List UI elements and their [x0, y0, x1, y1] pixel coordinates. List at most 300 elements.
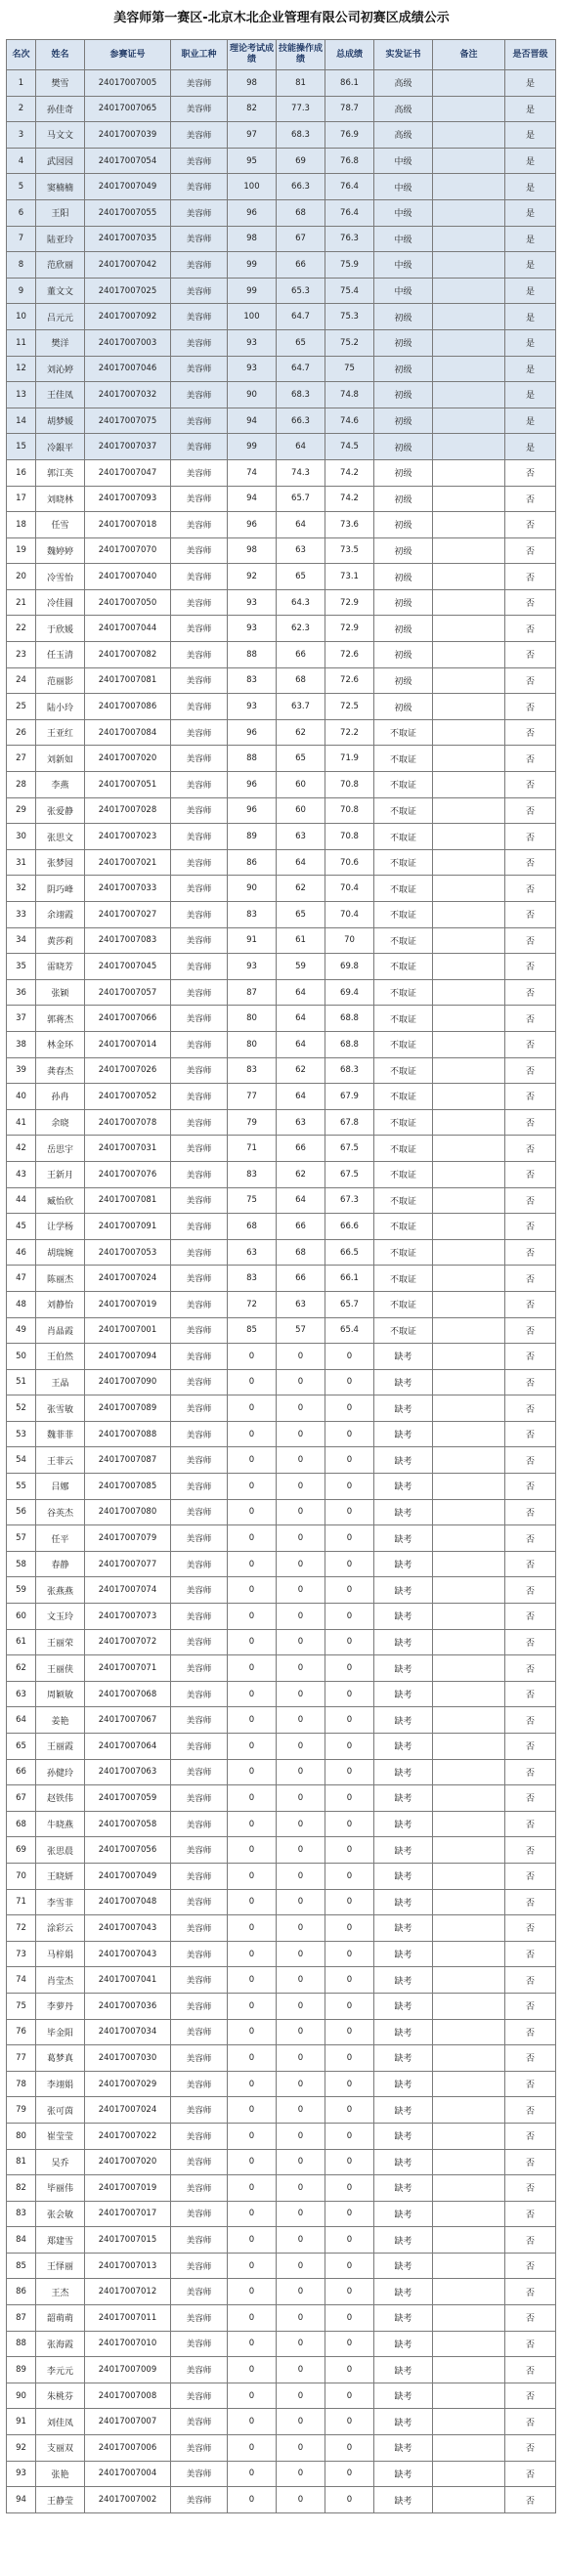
cell-rank: 8 — [7, 252, 36, 279]
cell-promoted: 否 — [505, 2201, 556, 2227]
cell-certificate: 缺考 — [374, 1421, 433, 1447]
cell-remark — [433, 2357, 505, 2383]
cell-promoted: 是 — [505, 408, 556, 434]
cell-remark — [433, 1006, 505, 1032]
cell-certificate: 不取证 — [374, 1109, 433, 1136]
cell-skill: 62 — [277, 1057, 325, 1084]
cell-skill: 66.3 — [277, 408, 325, 434]
cell-occupation: 美容师 — [171, 589, 228, 616]
cell-remark — [433, 1811, 505, 1837]
cell-skill: 66 — [277, 1136, 325, 1162]
cell-promoted: 否 — [505, 1889, 556, 1915]
cell-certificate: 缺考 — [374, 1759, 433, 1785]
table-row — [7, 1655, 556, 1682]
cell-certificate: 不取证 — [374, 979, 433, 1006]
cell-rank: 40 — [7, 1084, 36, 1110]
cell-occupation: 美容师 — [171, 1109, 228, 1136]
cell-occupation: 美容师 — [171, 1734, 228, 1760]
cell-promoted: 否 — [505, 1317, 556, 1344]
cell-theory: 0 — [228, 2435, 277, 2462]
col-header-id: 参赛证号 — [85, 40, 171, 70]
cell-id: 24017007079 — [85, 1525, 171, 1552]
cell-skill: 0 — [277, 2175, 325, 2202]
cell-occupation: 美容师 — [171, 1629, 228, 1655]
cell-id: 24017007083 — [85, 927, 171, 954]
cell-total: 75.4 — [325, 278, 374, 304]
cell-occupation: 美容师 — [171, 2279, 228, 2305]
cell-skill: 0 — [277, 1941, 325, 1967]
cell-name: 王晓妍 — [36, 1863, 85, 1889]
cell-skill: 64.7 — [277, 356, 325, 382]
cell-id: 24017007037 — [85, 434, 171, 460]
cell-id: 24017007045 — [85, 954, 171, 980]
cell-occupation: 美容师 — [171, 1707, 228, 1734]
cell-remark — [433, 2253, 505, 2279]
cell-theory: 93 — [228, 616, 277, 642]
table-row — [7, 1031, 556, 1057]
cell-total: 75.9 — [325, 252, 374, 279]
cell-theory: 96 — [228, 772, 277, 798]
cell-name: 周颖敏 — [36, 1681, 85, 1707]
cell-occupation: 美容师 — [171, 1447, 228, 1474]
cell-rank: 5 — [7, 174, 36, 200]
cell-total: 0 — [325, 2357, 374, 2383]
cell-occupation: 美容师 — [171, 2175, 228, 2202]
cell-remark — [433, 719, 505, 746]
cell-certificate: 缺考 — [374, 1604, 433, 1630]
cell-theory: 0 — [228, 1629, 277, 1655]
cell-name: 王新月 — [36, 1161, 85, 1187]
cell-id: 24017007081 — [85, 1187, 171, 1214]
table-row — [7, 1421, 556, 1447]
cell-id: 24017007064 — [85, 1734, 171, 1760]
cell-remark — [433, 1889, 505, 1915]
cell-rank: 3 — [7, 122, 36, 149]
cell-id: 24017007011 — [85, 2305, 171, 2332]
table-row — [7, 1629, 556, 1655]
cell-remark — [433, 1551, 505, 1577]
col-header-name: 姓名 — [36, 40, 85, 70]
cell-remark — [433, 1525, 505, 1552]
cell-total: 74.2 — [325, 459, 374, 486]
cell-promoted: 否 — [505, 1136, 556, 1162]
cell-certificate: 缺考 — [374, 1967, 433, 1994]
cell-remark — [433, 2201, 505, 2227]
cell-theory: 96 — [228, 512, 277, 538]
cell-name: 王佳凤 — [36, 382, 85, 408]
cell-remark — [433, 746, 505, 772]
cell-certificate: 中级 — [374, 174, 433, 200]
cell-name: 范丽影 — [36, 667, 85, 694]
table-row — [7, 174, 556, 200]
cell-remark — [433, 329, 505, 356]
cell-promoted: 否 — [505, 1395, 556, 1422]
cell-name: 吕元元 — [36, 304, 85, 330]
cell-total: 0 — [325, 1629, 374, 1655]
cell-id: 24017007053 — [85, 1239, 171, 1266]
cell-occupation: 美容师 — [171, 278, 228, 304]
cell-promoted: 否 — [505, 797, 556, 824]
cell-certificate: 缺考 — [374, 2331, 433, 2357]
cell-certificate: 不取证 — [374, 797, 433, 824]
cell-name: 任平 — [36, 1525, 85, 1552]
cell-occupation: 美容师 — [171, 1681, 228, 1707]
cell-remark — [433, 226, 505, 252]
cell-promoted: 是 — [505, 174, 556, 200]
cell-certificate: 不取证 — [374, 719, 433, 746]
cell-rank: 55 — [7, 1474, 36, 1500]
cell-remark — [433, 1681, 505, 1707]
cell-occupation: 美容师 — [171, 694, 228, 720]
cell-promoted: 否 — [505, 589, 556, 616]
cell-theory: 88 — [228, 746, 277, 772]
cell-rank: 56 — [7, 1499, 36, 1525]
cell-rank: 38 — [7, 1031, 36, 1057]
cell-total: 74.8 — [325, 382, 374, 408]
cell-rank: 19 — [7, 537, 36, 564]
cell-remark — [433, 1837, 505, 1864]
table-body — [7, 70, 556, 2513]
cell-certificate: 初级 — [374, 694, 433, 720]
cell-theory: 68 — [228, 1214, 277, 1240]
cell-total: 0 — [325, 1811, 374, 1837]
cell-name: 王杰 — [36, 2279, 85, 2305]
cell-promoted: 否 — [505, 1734, 556, 1760]
cell-id: 24017007020 — [85, 2149, 171, 2175]
cell-occupation: 美容师 — [171, 382, 228, 408]
cell-total: 0 — [325, 2305, 374, 2332]
cell-skill: 0 — [277, 1421, 325, 1447]
cell-occupation: 美容师 — [171, 1551, 228, 1577]
page-title: 美容师第一赛区-北京木北企业管理有限公司初赛区成绩公示 — [113, 11, 450, 25]
cell-skill: 65.3 — [277, 278, 325, 304]
cell-promoted: 否 — [505, 1266, 556, 1292]
cell-total: 72.5 — [325, 694, 374, 720]
cell-id: 24017007048 — [85, 1889, 171, 1915]
cell-rank: 10 — [7, 304, 36, 330]
cell-certificate: 缺考 — [374, 1785, 433, 1812]
table-row — [7, 1863, 556, 1889]
cell-occupation: 美容师 — [171, 2019, 228, 2045]
cell-promoted: 否 — [505, 1967, 556, 1994]
table-row — [7, 434, 556, 460]
cell-skill: 0 — [277, 1915, 325, 1942]
cell-certificate: 初级 — [374, 486, 433, 512]
cell-id: 24017007021 — [85, 849, 171, 876]
cell-remark — [433, 902, 505, 928]
cell-promoted: 否 — [505, 1629, 556, 1655]
cell-name: 武园园 — [36, 148, 85, 174]
table-row — [7, 1214, 556, 1240]
cell-remark — [433, 2383, 505, 2409]
cell-promoted: 否 — [505, 1057, 556, 1084]
table-row — [7, 1136, 556, 1162]
cell-remark — [433, 954, 505, 980]
cell-rank: 72 — [7, 1915, 36, 1942]
cell-skill: 0 — [277, 1447, 325, 1474]
cell-rank: 74 — [7, 1967, 36, 1994]
cell-promoted: 是 — [505, 434, 556, 460]
cell-rank: 83 — [7, 2201, 36, 2227]
cell-name: 孙佳奇 — [36, 96, 85, 122]
cell-theory: 94 — [228, 486, 277, 512]
cell-skill: 68 — [277, 199, 325, 226]
cell-certificate: 缺考 — [374, 2071, 433, 2097]
cell-total: 0 — [325, 1525, 374, 1552]
cell-remark — [433, 1655, 505, 1682]
cell-certificate: 缺考 — [374, 1993, 433, 2019]
cell-id: 24017007087 — [85, 1447, 171, 1474]
cell-rank: 15 — [7, 434, 36, 460]
cell-name: 岳思宇 — [36, 1136, 85, 1162]
cell-name: 陈丽杰 — [36, 1266, 85, 1292]
cell-certificate: 缺考 — [374, 2357, 433, 2383]
cell-skill: 0 — [277, 1551, 325, 1577]
cell-name: 吕娜 — [36, 1474, 85, 1500]
cell-certificate: 缺考 — [374, 1811, 433, 1837]
cell-occupation: 美容师 — [171, 2071, 228, 2097]
cell-certificate: 缺考 — [374, 1551, 433, 1577]
cell-total: 0 — [325, 2071, 374, 2097]
cell-certificate: 缺考 — [374, 1369, 433, 1395]
cell-remark — [433, 1785, 505, 1812]
cell-occupation: 美容师 — [171, 96, 228, 122]
cell-skill: 0 — [277, 2409, 325, 2435]
cell-promoted: 否 — [505, 1291, 556, 1317]
cell-theory: 98 — [228, 537, 277, 564]
cell-name: 李燕 — [36, 772, 85, 798]
cell-name: 胡瑞婉 — [36, 1239, 85, 1266]
cell-rank: 45 — [7, 1214, 36, 1240]
cell-id: 24017007055 — [85, 199, 171, 226]
cell-rank: 61 — [7, 1629, 36, 1655]
cell-promoted: 否 — [505, 1214, 556, 1240]
cell-theory: 96 — [228, 199, 277, 226]
cell-rank: 62 — [7, 1655, 36, 1682]
cell-certificate: 中级 — [374, 226, 433, 252]
cell-rank: 81 — [7, 2149, 36, 2175]
cell-name: 林金环 — [36, 1031, 85, 1057]
cell-promoted: 是 — [505, 304, 556, 330]
cell-certificate: 初级 — [374, 408, 433, 434]
table-row — [7, 2175, 556, 2202]
cell-id: 24017007092 — [85, 304, 171, 330]
cell-promoted: 否 — [505, 694, 556, 720]
cell-id: 24017007006 — [85, 2435, 171, 2462]
cell-promoted: 否 — [505, 2331, 556, 2357]
cell-skill: 69 — [277, 148, 325, 174]
cell-remark — [433, 2305, 505, 2332]
cell-total: 0 — [325, 2175, 374, 2202]
cell-id: 24017007085 — [85, 1474, 171, 1500]
cell-certificate: 缺考 — [374, 2175, 433, 2202]
cell-remark — [433, 537, 505, 564]
cell-theory: 0 — [228, 2227, 277, 2254]
cell-remark — [433, 876, 505, 902]
cell-promoted: 是 — [505, 199, 556, 226]
cell-id: 24017007009 — [85, 2357, 171, 2383]
table-row — [7, 2461, 556, 2487]
cell-promoted: 否 — [505, 1811, 556, 1837]
table-row — [7, 2305, 556, 2332]
cell-remark — [433, 1161, 505, 1187]
cell-promoted: 否 — [505, 1031, 556, 1057]
cell-promoted: 否 — [505, 2227, 556, 2254]
cell-certificate: 中级 — [374, 199, 433, 226]
cell-total: 0 — [325, 1447, 374, 1474]
cell-id: 24017007080 — [85, 1499, 171, 1525]
cell-id: 24017007031 — [85, 1136, 171, 1162]
cell-total: 72.6 — [325, 642, 374, 668]
cell-promoted: 否 — [505, 1421, 556, 1447]
cell-occupation: 美容师 — [171, 2461, 228, 2487]
cell-occupation: 美容师 — [171, 356, 228, 382]
cell-occupation: 美容师 — [171, 1084, 228, 1110]
cell-total: 0 — [325, 2149, 374, 2175]
cell-promoted: 否 — [505, 2123, 556, 2149]
cell-name: 郭蒋杰 — [36, 1006, 85, 1032]
cell-total: 0 — [325, 1863, 374, 1889]
cell-certificate: 不取证 — [374, 746, 433, 772]
cell-theory: 0 — [228, 1369, 277, 1395]
cell-theory: 0 — [228, 1941, 277, 1967]
cell-rank: 18 — [7, 512, 36, 538]
col-header-total: 总成绩 — [325, 40, 374, 70]
cell-id: 24017007078 — [85, 1109, 171, 1136]
cell-skill: 64 — [277, 1084, 325, 1110]
cell-rank: 80 — [7, 2123, 36, 2149]
cell-remark — [433, 304, 505, 330]
cell-skill: 66.3 — [277, 174, 325, 200]
table-row — [7, 1266, 556, 1292]
cell-name: 余晓 — [36, 1109, 85, 1136]
cell-skill: 0 — [277, 1681, 325, 1707]
cell-remark — [433, 1344, 505, 1370]
table-row — [7, 70, 556, 97]
cell-total: 70.4 — [325, 876, 374, 902]
cell-skill: 64 — [277, 849, 325, 876]
cell-promoted: 否 — [505, 486, 556, 512]
cell-remark — [433, 1915, 505, 1942]
cell-skill: 0 — [277, 1863, 325, 1889]
cell-skill: 0 — [277, 1629, 325, 1655]
table-row — [7, 1499, 556, 1525]
table-row — [7, 1239, 556, 1266]
table-row — [7, 2487, 556, 2513]
cell-occupation: 美容师 — [171, 564, 228, 590]
cell-total: 76.4 — [325, 199, 374, 226]
cell-theory: 0 — [228, 2019, 277, 2045]
table-row — [7, 1734, 556, 1760]
cell-id: 24017007086 — [85, 694, 171, 720]
table-row — [7, 1006, 556, 1032]
cell-occupation: 美容师 — [171, 226, 228, 252]
cell-name: 李元元 — [36, 2357, 85, 2383]
cell-promoted: 否 — [505, 1187, 556, 1214]
cell-certificate: 缺考 — [374, 1681, 433, 1707]
cell-rank: 39 — [7, 1057, 36, 1084]
cell-theory: 83 — [228, 1266, 277, 1292]
cell-theory: 93 — [228, 954, 277, 980]
cell-rank: 89 — [7, 2357, 36, 2383]
cell-certificate: 中级 — [374, 148, 433, 174]
cell-promoted: 否 — [505, 2097, 556, 2124]
table-row — [7, 589, 556, 616]
cell-occupation: 美容师 — [171, 434, 228, 460]
cell-total: 0 — [325, 1941, 374, 1967]
cell-name: 魏菲菲 — [36, 1421, 85, 1447]
cell-id: 24017007049 — [85, 174, 171, 200]
cell-remark — [433, 797, 505, 824]
cell-theory: 0 — [228, 2201, 277, 2227]
cell-rank: 21 — [7, 589, 36, 616]
cell-remark — [433, 849, 505, 876]
table-row — [7, 1474, 556, 1500]
cell-skill: 0 — [277, 1707, 325, 1734]
cell-theory: 0 — [228, 2487, 277, 2513]
cell-occupation: 美容师 — [171, 2149, 228, 2175]
cell-total: 0 — [325, 1577, 374, 1604]
cell-name: 孙冉 — [36, 1084, 85, 1110]
cell-certificate: 缺考 — [374, 2227, 433, 2254]
cell-promoted: 是 — [505, 252, 556, 279]
cell-promoted: 否 — [505, 667, 556, 694]
cell-rank: 48 — [7, 1291, 36, 1317]
cell-theory: 0 — [228, 2097, 277, 2124]
cell-certificate: 缺考 — [374, 2201, 433, 2227]
table-row — [7, 356, 556, 382]
cell-certificate: 缺考 — [374, 1395, 433, 1422]
cell-rank: 71 — [7, 1889, 36, 1915]
table-row — [7, 954, 556, 980]
table-row — [7, 486, 556, 512]
table-row — [7, 2383, 556, 2409]
cell-occupation: 美容师 — [171, 616, 228, 642]
cell-total: 68.3 — [325, 1057, 374, 1084]
cell-name: 李雪菲 — [36, 1889, 85, 1915]
cell-name: 王静莹 — [36, 2487, 85, 2513]
cell-id: 24017007082 — [85, 642, 171, 668]
cell-total: 72.2 — [325, 719, 374, 746]
cell-skill: 0 — [277, 1577, 325, 1604]
cell-total: 0 — [325, 1889, 374, 1915]
cell-theory: 0 — [228, 2409, 277, 2435]
cell-total: 74.2 — [325, 486, 374, 512]
cell-theory: 0 — [228, 2123, 277, 2149]
cell-name: 阴巧峰 — [36, 876, 85, 902]
cell-certificate: 缺考 — [374, 2149, 433, 2175]
cell-id: 24017007051 — [85, 772, 171, 798]
cell-id: 24017007046 — [85, 356, 171, 382]
cell-id: 24017007044 — [85, 616, 171, 642]
cell-name: 刘静怡 — [36, 1291, 85, 1317]
cell-total: 0 — [325, 1681, 374, 1707]
cell-promoted: 是 — [505, 70, 556, 97]
cell-occupation: 美容师 — [171, 408, 228, 434]
cell-certificate: 不取证 — [374, 954, 433, 980]
cell-id: 24017007081 — [85, 667, 171, 694]
cell-rank: 4 — [7, 148, 36, 174]
table-row — [7, 252, 556, 279]
cell-promoted: 否 — [505, 1084, 556, 1110]
cell-name: 王丽荣 — [36, 1629, 85, 1655]
cell-theory: 0 — [228, 1811, 277, 1837]
cell-remark — [433, 616, 505, 642]
cell-certificate: 不取证 — [374, 1266, 433, 1292]
table-row — [7, 979, 556, 1006]
cell-occupation: 美容师 — [171, 1811, 228, 1837]
cell-remark — [433, 1317, 505, 1344]
